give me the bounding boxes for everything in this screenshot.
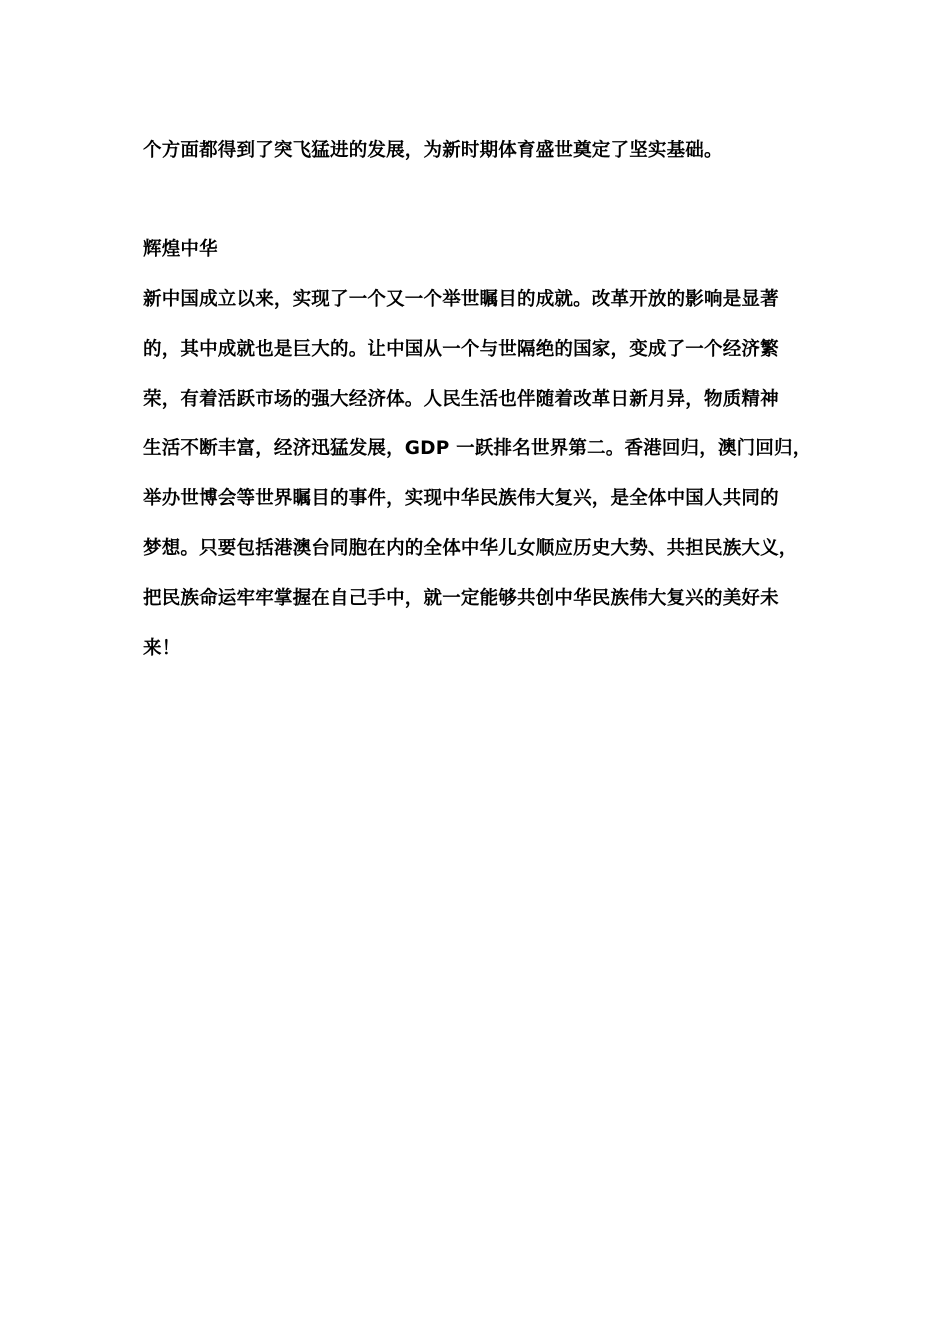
paragraph-line: 把民族命运牢牢掌握在自己手中，就一定能够共创中华民族伟大复兴的美好未: [143, 588, 779, 609]
paragraph-line: 新中国成立以来，实现了一个又一个举世瞩目的成就。改革开放的影响是显著: [143, 289, 779, 310]
paragraph-line: 荣，有着活跃市场的强大经济体。人民生活也伴随着改革日新月异，物质精神: [143, 389, 779, 410]
intro-line: 个方面都得到了突飞猛进的发展，为新时期体育盛世奠定了坚实基础。: [143, 140, 723, 161]
section-heading: 辉煌中华: [143, 239, 218, 260]
paragraph-line: 来！: [143, 638, 181, 659]
paragraph-line: 生活不断丰富，经济迅猛发展，GDP 一跃排名世界第二。香港回归，澳门回归，: [143, 438, 812, 459]
paragraph-line: 梦想。只要包括港澳台同胞在内的全体中华儿女顺应历史大势、共担民族大义，: [143, 538, 798, 559]
paragraph-line: 举办世博会等世界瞩目的事件，实现中华民族伟大复兴，是全体中国人共同的: [143, 488, 779, 509]
paragraph-line: 的，其中成就也是巨大的。让中国从一个与世隔绝的国家，变成了一个经济繁: [143, 339, 779, 360]
